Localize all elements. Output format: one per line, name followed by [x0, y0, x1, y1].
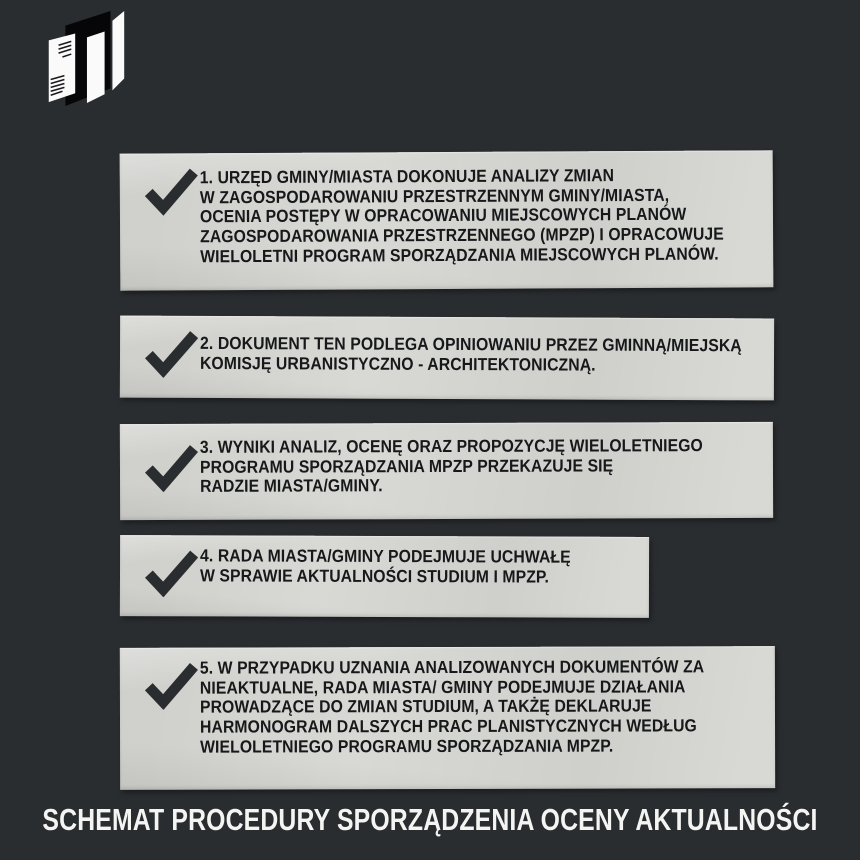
step-1-panel	[120, 150, 774, 290]
step-4-text	[200, 546, 612, 587]
step-5-line: WIELOLETNIEGO PROGRAMU SPORZĄDZANIA MPZP.	[200, 735, 614, 757]
step-1-line: WIELOLETNI PROGRAM SPORZĄDZANIA MIEJSCOWYCH PLANÓW.	[200, 243, 719, 267]
step-2-panel	[120, 316, 774, 401]
step-2-text	[200, 334, 802, 376]
step-5-line: 5. W PRZYPADKU UZNANIA ANALIZOWANYCH DOKUMENTÓW ZA	[199, 656, 705, 678]
folded-map-logo-icon	[36, 8, 134, 106]
step-2-line: KOMISJĘ URBANISTYCZNO - ARCHITEKTONICZNĄ.	[199, 352, 596, 375]
page-title: SCHEMAT PROCEDURY SPORZĄDZENIA OCENY AKTUALNOŚCI	[42, 802, 818, 837]
checkmark-icon	[142, 165, 200, 215]
step-5-line: NIEAKTUALNE, RADA MIASTA/ GMINY PODEJMUJE DZIAŁANIA	[199, 676, 686, 698]
step-3-panel	[120, 422, 773, 520]
step-1-line: W ZAGOSPODAROWANIU PRZESTRZENNYM GMINY/MIASTA,	[199, 184, 670, 207]
step-1-line: OCENIA POSTĘPY W OPRACOWANIU MIEJSCOWYCH PLANÓW	[199, 204, 687, 227]
step-5-line: PROWADZĄCE DO ZMIAN STUDIUM, A TAKŻĘ DEKLARUJE	[199, 695, 652, 718]
step-1-text	[200, 165, 782, 267]
checkmark-icon	[142, 660, 200, 710]
checkmark-icon	[142, 328, 200, 378]
step-5-panel	[120, 646, 775, 790]
step-3-line: 3. WYNIKI ANALIZ, OCENĘ ORAZ PROPOZYCJĘ WIELOLETNIEGO	[199, 435, 703, 457]
step-3-line: RADZIE MIASTA/GMINY.	[200, 475, 383, 497]
step-1-line: 1. URZĘD GMINY/MIASTA DOKONUJE ANALIZY ZMIAN	[199, 165, 615, 188]
checkmark-icon	[142, 442, 200, 492]
step-1-line: ZAGOSPODAROWANIA PRZESTRZENNEGO (MPZP) I OPRACOWUJE	[200, 223, 724, 247]
step-5-line: HARMONOGRAM DALSZYCH PRAC PLANISTYCZNYCH WEDŁUG	[199, 715, 697, 737]
step-4-line: W SPRAWIE AKTUALNOŚCI STUDIUM I MPZP.	[199, 565, 549, 587]
checkmark-icon	[142, 547, 200, 597]
step-5-text	[200, 657, 761, 757]
step-4-line: 4. RADA MIASTA/GMINY PODEJMUJE UCHWAŁĘ	[200, 545, 571, 567]
step-2-line: 2. DOKUMENT TEN PODLEGA OPINIOWANIU PRZEZ GMINNĄ/MIEJSKĄ	[200, 332, 742, 356]
step-3-text	[200, 436, 759, 497]
step-3-line: PROGRAMU SPORZĄDZANIA MPZP PRZEKAZUJE SIĘ	[199, 455, 614, 477]
step-4-panel	[120, 535, 649, 618]
